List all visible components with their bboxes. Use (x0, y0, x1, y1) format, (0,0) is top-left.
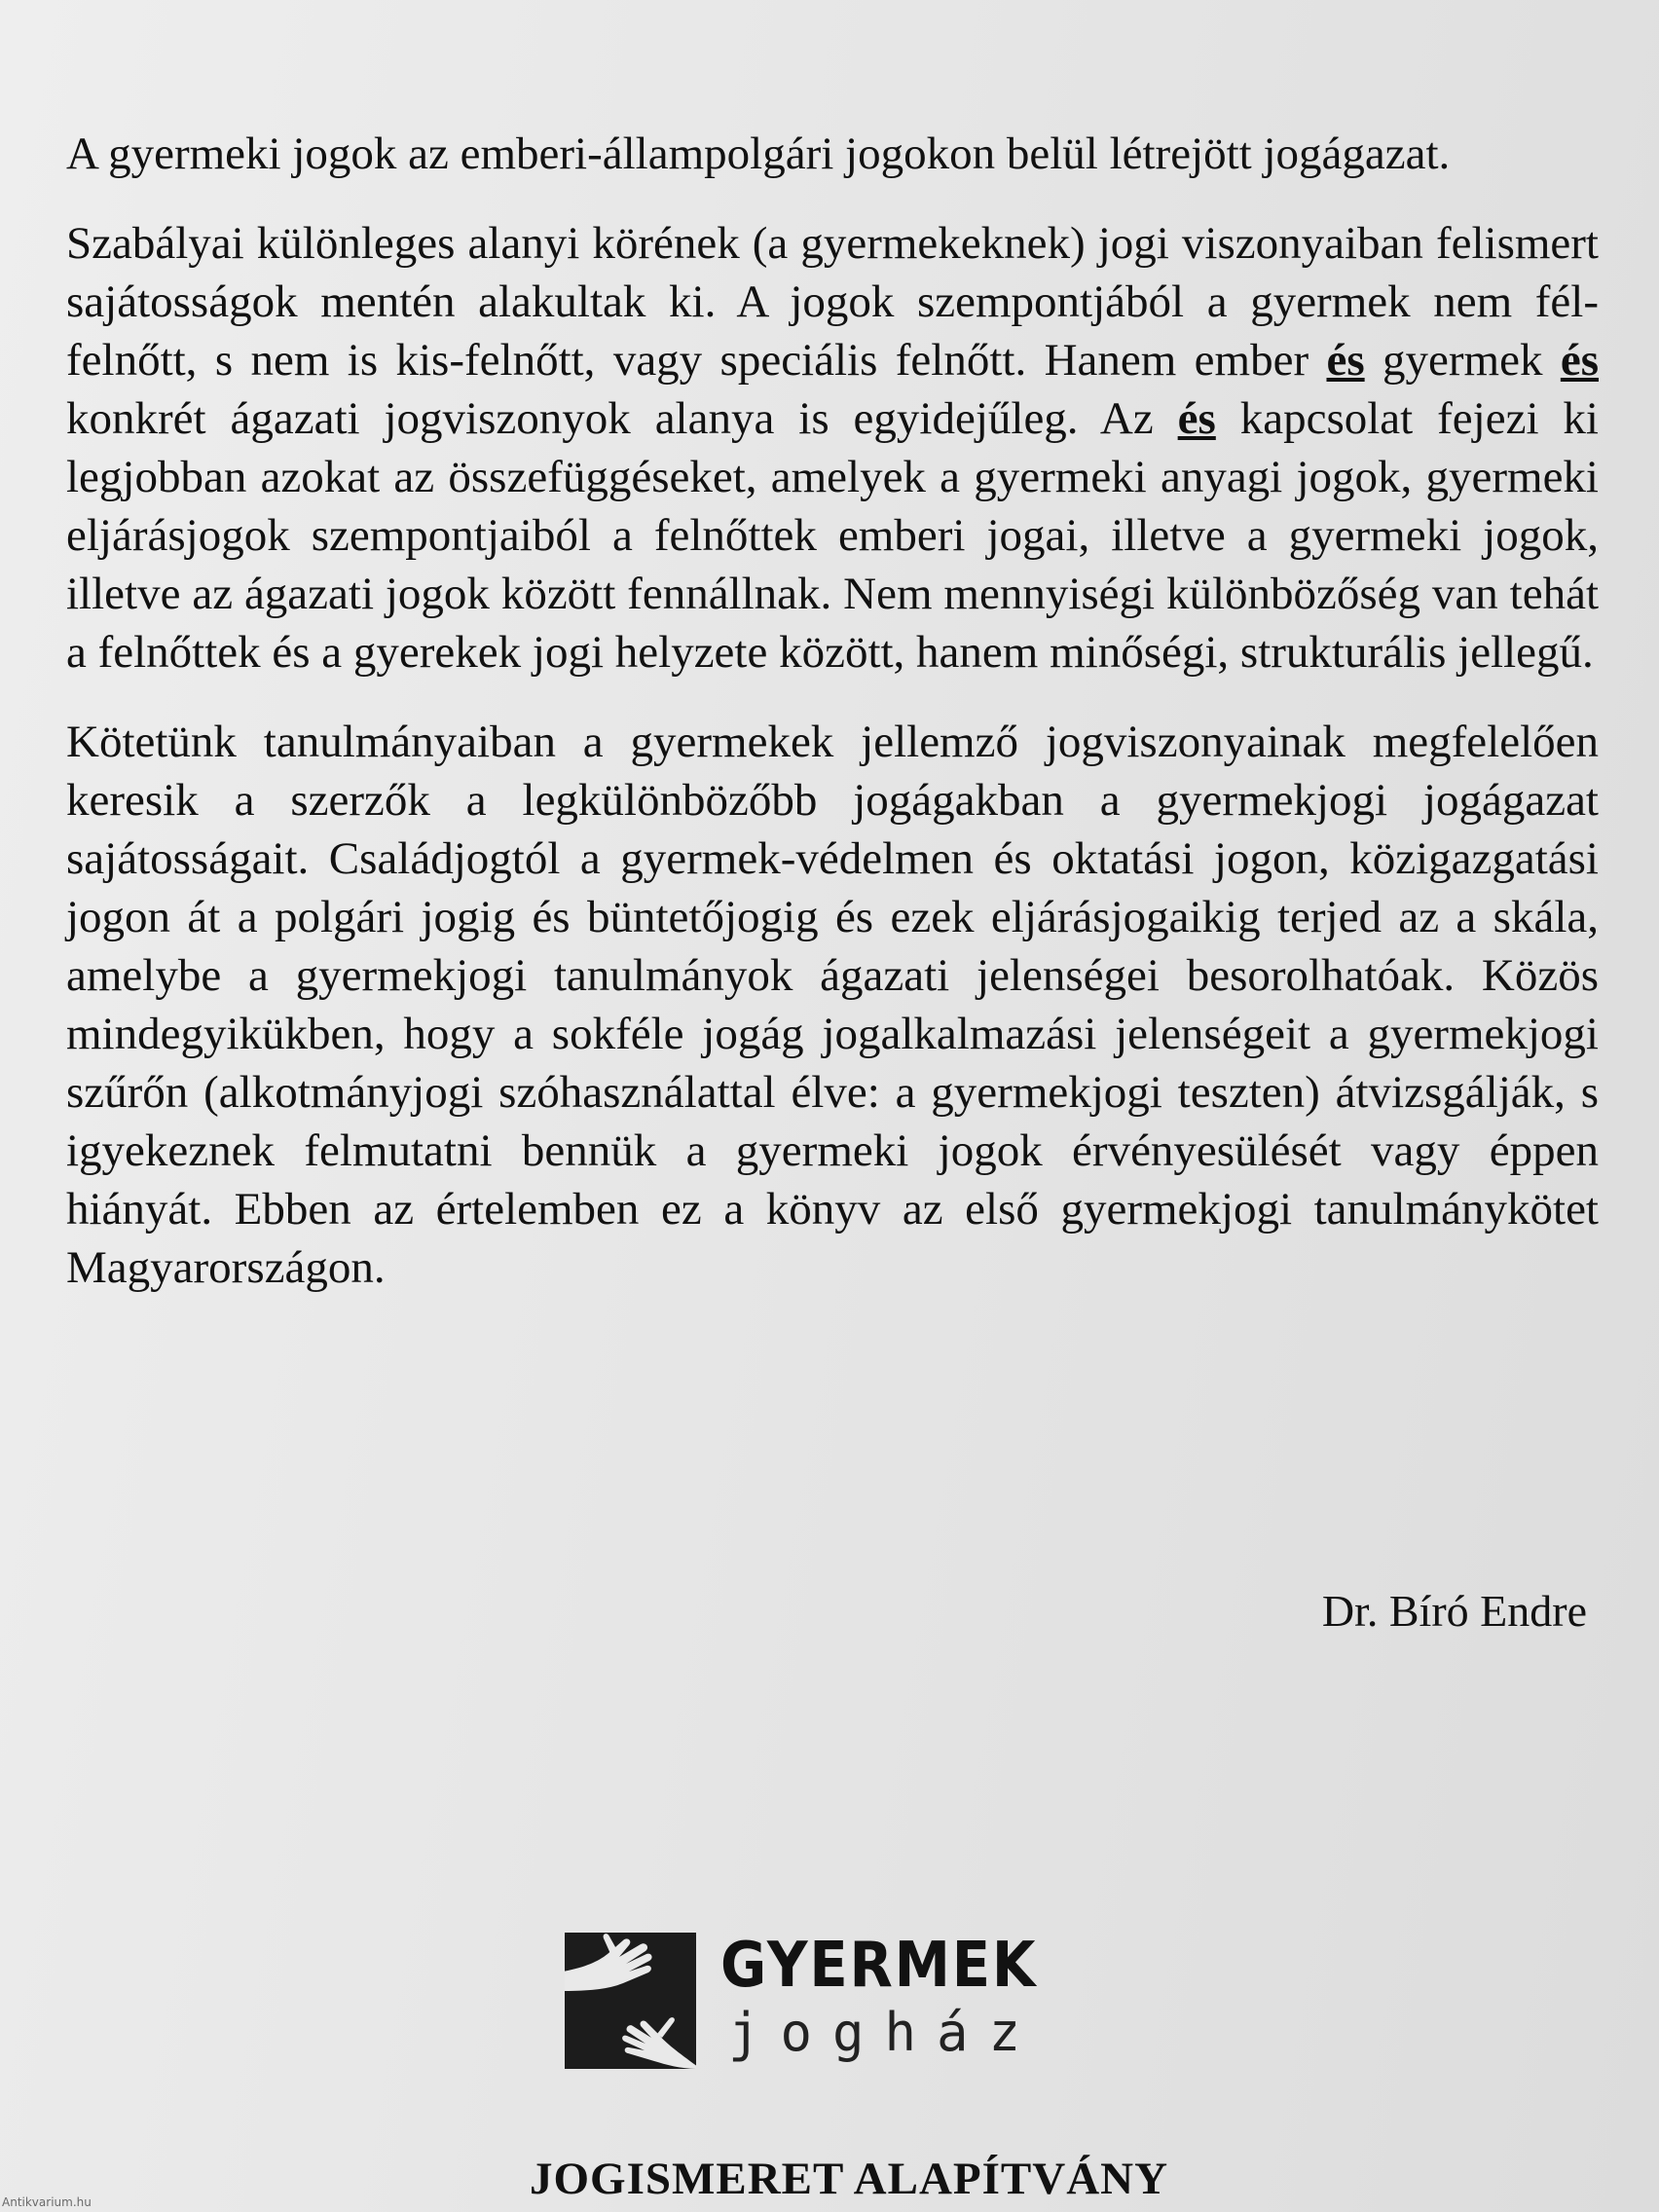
blurb-paragraph (66, 713, 1599, 1297)
emphasized-word: és (1326, 335, 1365, 386)
cover-blurb (66, 125, 1599, 1328)
gyermek-joghaz-logo (565, 1928, 1051, 2074)
blurb-paragraph (66, 125, 1599, 183)
blurb-paragraph (66, 214, 1599, 682)
logo-word-gyermek: GYERMEK (720, 1930, 1038, 2002)
paragraph-text: Szabályai különleges alanyi körének (a gyermekeknek) jogi viszonyaiban felismert sajátosságok mentén alakultak ki. A jogok szempontjából a gyermek nem fél-felnőtt, s nem is kis-felnőtt, vagy speciális felnőtt. Hanem ember (66, 218, 1599, 386)
publisher-name: JOGISMERET ALAPÍTVÁNY (529, 2154, 1169, 2204)
emphasized-word: és (1177, 393, 1216, 444)
paragraph-text: gyermek (1364, 335, 1561, 386)
author-signature: Dr. Bíró Endre (1321, 1586, 1587, 1636)
logo-word-joghaz: jogház (728, 2002, 1042, 2063)
paragraph-text: kapcsolat fejezi ki legjobban azokat az összefüggéseket, amelyek a gyermeki anyagi jogok, gyermeki eljárásjogok szempontjaiból a felnőttek emberi jogai, illetve a gyermeki jogok, illetve az ágazati jogok között fennállnak. Nem mennyiségi különbözőség van tehát a felnőttek és a gyerekek jogi helyzete között, hanem minőségi, strukturális jellegű. (66, 393, 1599, 678)
emphasized-word: és (1560, 335, 1599, 386)
paragraph-text: A gyermeki jogok az emberi-állampolgári jogokon belül létrejött jogágazat. (66, 129, 1451, 179)
paragraph-text: konkrét ágazati jogviszonyok alanya is egyidejűleg. Az (66, 393, 1178, 444)
hands-icon (565, 1933, 696, 2069)
paragraph-text: Kötetünk tanulmányaiban a gyermekek jellemző jogviszonyainak megfelelően keresik a szerzők a legkülönbözőbb jogágakban a gyermekjogi jogágazat sajátosságait. Családjogtól a gyermek-védelmen és oktatási jogon, közigazgatási jogon át a polgári jogig és büntetőjogig és ezek eljárásjogaikig terjed az a skála, amelybe a gyermekjogi tanulmányok ágazati jelenségei besorolhatóak. Közös mindegyikükben, hogy a sokféle jogág jogalkalmazási jelenségeit a gyermekjogi szűrőn (alkotmányjogi szóhasználattal élve: a gyermekjogi teszten) átvizsgálják, s igyekeznek felmutatni bennük a gyermeki jogok érvényesülését vagy éppen hiányát. Ebben az értelemben ez a könyv az első gyermekjogi tanulmánykötet Magyarországon. (66, 717, 1599, 1293)
watermark: Antikvarium.hu (2, 2195, 92, 2209)
